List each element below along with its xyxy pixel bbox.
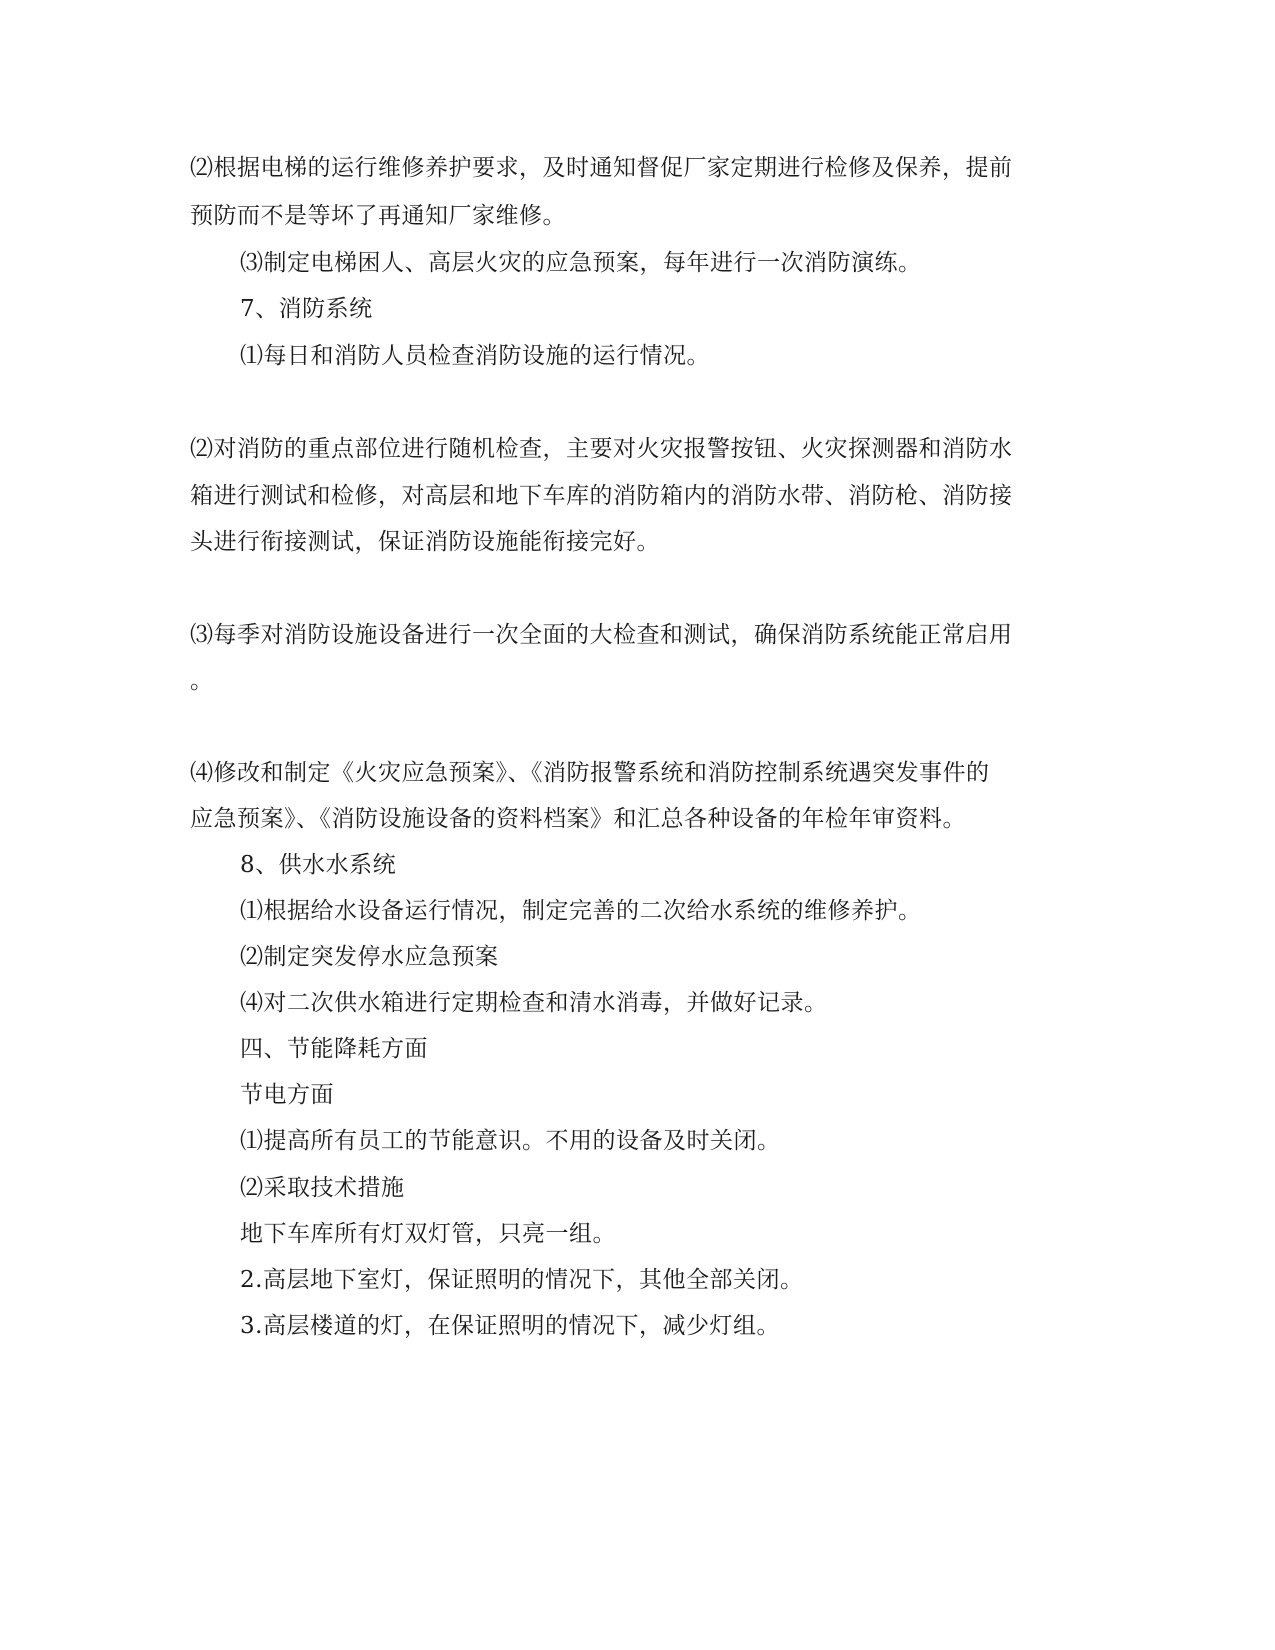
text-line: 2.高层地下室灯，保证照明的情况下，其他全部关闭。 (240, 1267, 804, 1293)
text-line: 7、消防系统 (240, 296, 373, 322)
text-line: ⑵根据电梯的运行维修养护要求，及时通知督促厂家定期进行检修及保养，提前 (190, 155, 1013, 181)
text-line: 头进行衔接测试，保证消防设施能衔接完好。 (190, 529, 660, 555)
text-line: 应急预案》、《消防设施设备的资料档案》和汇总各种设备的年检年审资料。 (190, 806, 966, 832)
text-line: ⑵采取技术措施 (240, 1175, 405, 1201)
text-line: ⑷修改和制定《火灾应急预案》、《消防报警系统和消防控制系统遇突发事件的 (190, 760, 990, 786)
text-line: ⑴每日和消防人员检查消防设施的运行情况。 (240, 343, 710, 369)
text-line: 地下车库所有灯双灯管，只亮一组。 (240, 1221, 616, 1247)
text-line: 8、供水水系统 (240, 852, 397, 878)
text-line: 预防而不是等坏了再通知厂家维修。 (190, 203, 566, 229)
text-line: 四、节能降耗方面 (240, 1036, 428, 1062)
text-line: ⑷对二次供水箱进行定期检查和清水消毒，并做好记录。 (240, 990, 828, 1016)
text-line: 。 (190, 668, 214, 694)
text-line: ⑴提高所有员工的节能意识。不用的设备及时关闭。 (240, 1128, 781, 1154)
text-line: 箱进行测试和检修，对高层和地下车库的消防箱内的消防水带、消防枪、消防接 (190, 483, 1013, 509)
text-line: ⑵对消防的重点部位进行随机检查，主要对火灾报警按钮、火灾探测器和消防水 (190, 436, 1013, 462)
text-line: ⑶每季对消防设施设备进行一次全面的大检查和测试，确保消防系统能正常启用 (190, 622, 1013, 648)
text-line: ⑴根据给水设备运行情况，制定完善的二次给水系统的维修养护。 (240, 898, 922, 924)
text-line: ⑶制定电梯困人、高层火灾的应急预案，每年进行一次消防演练。 (240, 250, 922, 276)
text-line: ⑵制定突发停水应急预案 (240, 944, 499, 970)
text-line: 节电方面 (240, 1082, 334, 1108)
text-line: 3.高层楼道的灯，在保证照明的情况下，减少灯组。 (240, 1313, 780, 1339)
